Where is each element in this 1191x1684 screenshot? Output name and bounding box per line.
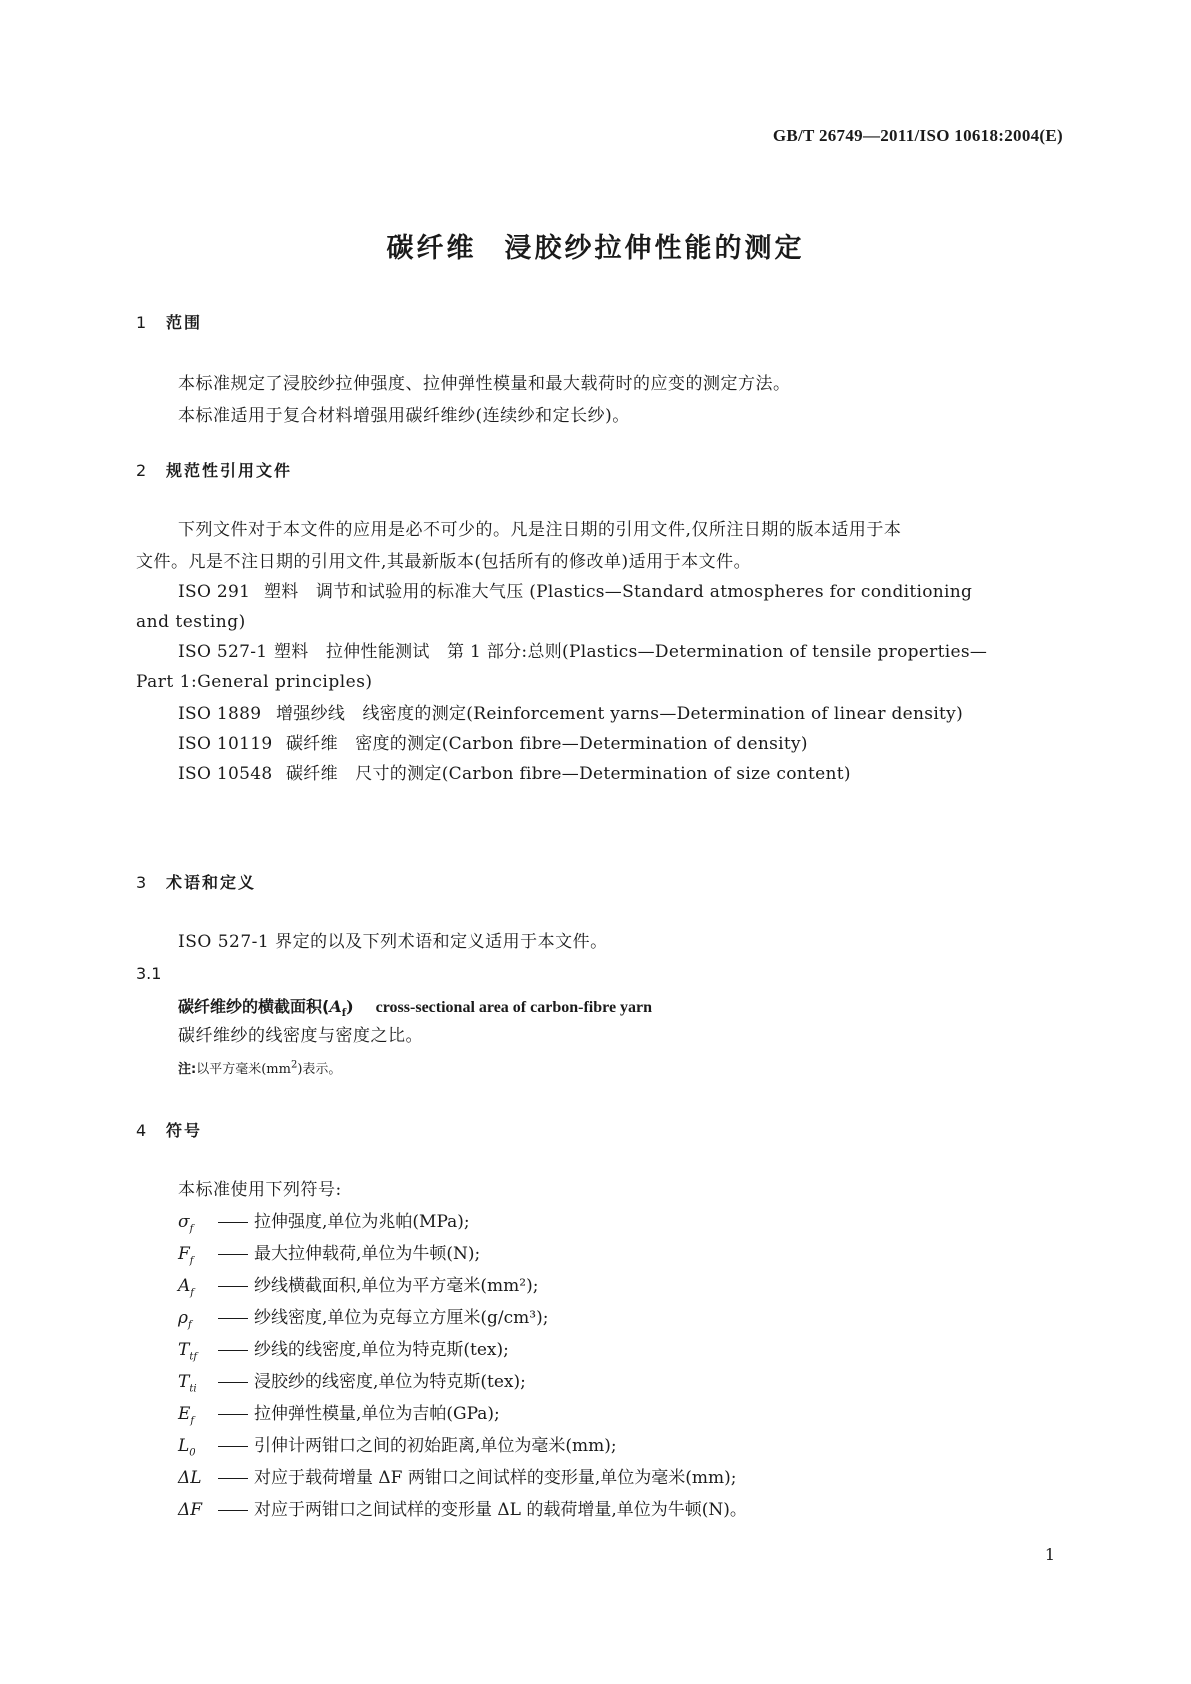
section-3-title: 术语和定义 bbox=[166, 873, 257, 892]
reference-title: 塑料 调节和试验用的标准大气压 (Plastics—Standard atmospheres for conditioning bbox=[264, 582, 973, 602]
section-2-para-line-1 bbox=[136, 514, 1056, 546]
section-2-number: 2 bbox=[136, 461, 149, 480]
reference-continuation: and testing) bbox=[136, 612, 246, 632]
symbol-description: 纱线横截面积,单位为平方毫米(mm²); bbox=[254, 1276, 539, 1296]
symbol-description: 纱线密度,单位为克每立方厘米(g/cm³); bbox=[254, 1308, 549, 1328]
section-1-heading bbox=[136, 310, 202, 333]
term-number: 3.1 bbox=[136, 964, 162, 983]
section-1-para-1 bbox=[136, 368, 1056, 400]
document-title bbox=[0, 226, 1191, 265]
section-1-para-2-text: 本标准适用于复合材料增强用碳纤维纱(连续纱和定长纱)。 bbox=[178, 406, 630, 426]
note-text-a: 以平方毫米(mm bbox=[196, 1062, 291, 1077]
symbol-letter: E bbox=[178, 1404, 191, 1424]
section-1-title: 范围 bbox=[166, 313, 203, 332]
reference-item bbox=[178, 758, 851, 790]
reference-item bbox=[178, 576, 972, 608]
symbol-description: 对应于两钳口之间试样的变形量 ΔL 的载荷增量,单位为牛顿(N)。 bbox=[254, 1500, 747, 1520]
reference-item bbox=[178, 636, 987, 668]
section-2-heading bbox=[136, 458, 292, 481]
term-definition: 碳纤维纱的线密度与密度之比。 bbox=[178, 1026, 423, 1046]
term-entry bbox=[178, 994, 652, 1019]
term-close-paren: ) bbox=[346, 997, 354, 1016]
reference-code: ISO 10548 bbox=[178, 764, 273, 784]
term-symbol-subscript: f bbox=[341, 1008, 347, 1020]
section-2-para-line-2: 文件。凡是不注日期的引用文件,其最新版本(包括所有的修改单)适用于本文件。 bbox=[136, 552, 752, 572]
section-2-title: 规范性引用文件 bbox=[166, 461, 293, 480]
reference-item bbox=[178, 698, 963, 730]
symbol-letter: T bbox=[178, 1372, 190, 1392]
symbol-row bbox=[178, 1494, 747, 1533]
section-4-heading bbox=[136, 1118, 202, 1141]
symbol bbox=[178, 1494, 218, 1533]
note-label: 注: bbox=[178, 1062, 197, 1077]
note-superscript: 2 bbox=[290, 1059, 298, 1071]
symbol-subscript: f bbox=[190, 1287, 194, 1299]
symbol-letter: T bbox=[178, 1340, 190, 1360]
symbol-description: 拉伸强度,单位为兆帕(MPa); bbox=[254, 1212, 470, 1232]
reference-code: ISO 1889 bbox=[178, 704, 262, 724]
section-4-number: 4 bbox=[136, 1121, 149, 1140]
symbol-description: 浸胶纱的线密度,单位为特克斯(tex); bbox=[254, 1372, 526, 1392]
term-chinese: 碳纤维纱的横截面积( bbox=[178, 997, 330, 1016]
section-4-title: 符号 bbox=[166, 1121, 203, 1140]
term-english: cross-sectional area of carbon-fibre yarn bbox=[375, 999, 653, 1016]
symbol-letter: σ bbox=[178, 1212, 190, 1232]
standard-code: GB/T 26749—2011/ISO 10618:2004(E) bbox=[772, 126, 1063, 145]
symbol-subscript: 0 bbox=[189, 1447, 196, 1459]
symbol-subscript: f bbox=[189, 1255, 194, 1267]
term-note bbox=[178, 1058, 341, 1077]
symbol-description: 最大拉伸载荷,单位为牛顿(N); bbox=[254, 1244, 481, 1264]
section-3-heading bbox=[136, 870, 256, 893]
section-2-para-text-1: 下列文件对于本文件的应用是必不可少的。凡是注日期的引用文件,仅所注日期的版本适用于本 bbox=[178, 520, 902, 540]
reference-title: 碳纤维 密度的测定(Carbon fibre—Determination of density) bbox=[286, 734, 808, 754]
symbol-letter: A bbox=[178, 1276, 191, 1296]
symbol-letter: ρ bbox=[178, 1308, 188, 1328]
symbol-description: 引伸计两钳口之间的初始距离,单位为毫米(mm); bbox=[254, 1436, 617, 1456]
symbols-intro: 本标准使用下列符号: bbox=[178, 1180, 342, 1200]
reference-code: ISO 291 bbox=[178, 582, 251, 602]
symbol-letter: L bbox=[178, 1436, 190, 1456]
title-part-2: 浸胶纱拉伸性能的测定 bbox=[504, 233, 805, 264]
page-number: 1 bbox=[1044, 1545, 1055, 1564]
symbol-subscript: f bbox=[189, 1223, 194, 1235]
reference-continuation: Part 1:General principles) bbox=[136, 672, 373, 692]
reference-code: ISO 527-1 bbox=[178, 642, 268, 662]
title-part-1: 碳纤维 bbox=[386, 233, 477, 264]
symbol-subscript: ti bbox=[189, 1383, 197, 1395]
reference-title: 碳纤维 尺寸的测定(Carbon fibre—Determination of size content) bbox=[286, 764, 851, 784]
reference-title: 增强纱线 线密度的测定(Reinforcement yarns—Determination of linear density) bbox=[276, 704, 964, 724]
section-1-para-1-text: 本标准规定了浸胶纱拉伸强度、拉伸弹性模量和最大载荷时的应变的测定方法。 bbox=[178, 374, 791, 394]
section-1-para-2 bbox=[136, 400, 1056, 432]
symbol-description: 拉伸弹性模量,单位为吉帕(GPa); bbox=[254, 1404, 500, 1424]
symbol-subscript: f bbox=[190, 1415, 195, 1427]
symbol-subscript: f bbox=[188, 1319, 192, 1331]
section-3-para bbox=[136, 926, 1056, 958]
symbol-letter: F bbox=[178, 1244, 190, 1264]
section-3-para-text: ISO 527-1 界定的以及下列术语和定义适用于本文件。 bbox=[178, 932, 608, 952]
symbol-subscript: tf bbox=[189, 1351, 198, 1363]
section-3-number: 3 bbox=[136, 873, 149, 892]
reference-code: ISO 10119 bbox=[178, 734, 273, 754]
reference-title: 塑料 拉伸性能测试 第 1 部分:总则(Plastics—Determination of tensile properties— bbox=[274, 642, 988, 662]
symbol-description: 对应于载荷增量 ΔF 两钳口之间试样的变形量,单位为毫米(mm); bbox=[254, 1468, 737, 1488]
section-1-number: 1 bbox=[136, 313, 149, 332]
symbol-letter: ΔF bbox=[178, 1500, 203, 1520]
term-symbol: A bbox=[329, 997, 342, 1016]
note-text-b: )表示。 bbox=[297, 1062, 342, 1077]
symbol-letter: ΔL bbox=[178, 1468, 202, 1488]
symbol-description: 纱线的线密度,单位为特克斯(tex); bbox=[254, 1340, 509, 1360]
reference-item bbox=[178, 728, 808, 760]
